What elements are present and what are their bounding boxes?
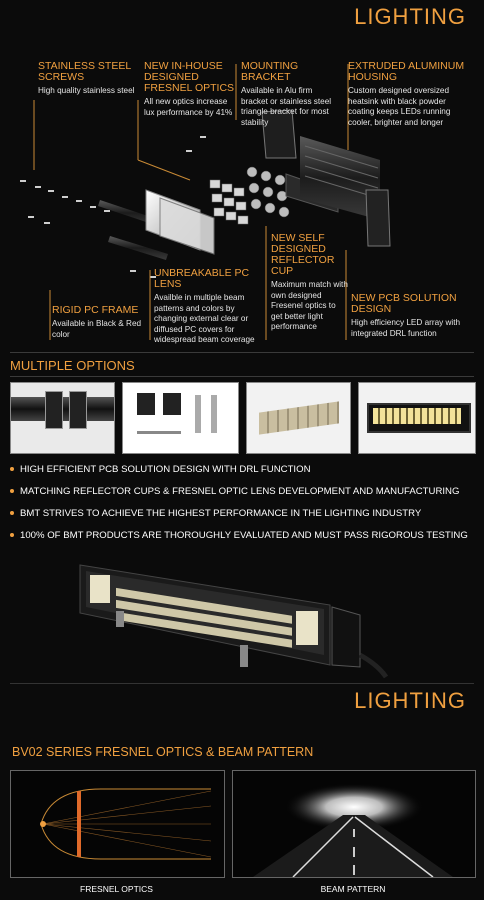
callout-lens <box>154 268 266 346</box>
section-title-lighting-bottom: LIGHTING <box>354 688 466 713</box>
callout-screws-title: STAINLESS STEEL SCREWS <box>38 60 131 83</box>
callout-pcb-title: NEW PCB SOLUTION DESIGN <box>351 292 457 315</box>
bullet-icon <box>10 533 14 537</box>
callout-pcb-desc: High efficiency LED array with integrated DRL function <box>351 318 461 338</box>
callout-frame-title: RIGID PC FRAME <box>52 304 139 316</box>
fresnel-optics-panel <box>10 770 225 878</box>
callout-reflector-title: NEW SELF DESIGNED REFLECTOR CUP <box>271 232 335 277</box>
callout-lens-desc: Availble in multiple beam patterns and colors by changing external clear or diffused PC covers for widespread beam coverage <box>154 293 255 344</box>
section-title-lighting: LIGHTING <box>354 4 466 29</box>
callout-bracket-title: MOUNTING BRACKET <box>241 60 299 83</box>
bullet-icon <box>10 467 14 471</box>
divider <box>10 683 474 684</box>
beam-pattern-diagram <box>233 771 475 877</box>
divider <box>10 376 474 377</box>
divider <box>10 352 474 353</box>
callout-housing <box>348 61 466 128</box>
fresnel-optics-label: FRESNEL OPTICS <box>80 884 153 894</box>
callout-optics-title: NEW IN-HOUSE DESIGNED FRESNEL OPTICS <box>144 60 235 94</box>
beam-pattern-panel <box>232 770 476 878</box>
callout-screws <box>38 61 138 97</box>
callout-frame-desc: Available in Black & Red color <box>52 319 142 339</box>
callout-frame <box>52 305 152 340</box>
callout-pcb <box>351 293 469 339</box>
callout-reflector-desc: Maximum match with own designed Fresenel optics to get better light performance <box>271 280 348 331</box>
callout-reflector <box>271 233 349 333</box>
option-thumb-light-bar <box>358 382 476 454</box>
feature-item: BMT STRIVES TO ACHIEVE THE HIGHEST PERFORMANCE IN THE LIGHTING INDUSTRY <box>10 508 421 519</box>
callout-bracket <box>241 61 341 128</box>
callout-housing-title: EXTRUDED ALUMINUM HOUSING <box>348 60 465 83</box>
callout-lens-title: UNBREAKABLE PC LENS <box>154 267 250 290</box>
bullet-icon <box>10 489 14 493</box>
option-thumb-bracket-bar <box>10 382 115 454</box>
beam-pattern-label: BEAM PATTERN <box>320 884 386 894</box>
feature-item: 100% OF BMT PRODUCTS ARE THOROUGHLY EVALUATED AND MUST PASS RIGOROUS TESTING <box>10 530 468 541</box>
feature-item: MATCHING REFLECTOR CUPS & FRESNEL OPTIC LENS DEVELOPMENT AND MANUFACTURING <box>10 486 459 497</box>
callout-housing-desc: Custom designed oversized heatsink with black powder coating keeps LEDs running cooler, brighter and longer <box>348 86 451 127</box>
options-title: MULTIPLE OPTIONS <box>10 358 135 373</box>
product-light-bar-image <box>60 545 390 680</box>
feature-item: HIGH EFFICIENT PCB SOLUTION DESIGN WITH DRL FUNCTION <box>10 464 311 475</box>
fresnel-optics-part <box>210 180 248 224</box>
fresnel-optics-diagram <box>11 771 224 877</box>
series-title: BV02 SERIES FRESNEL OPTICS & BEAM PATTERN <box>12 745 314 759</box>
option-thumb-optics <box>246 382 351 454</box>
reflector-cups-part <box>247 167 289 217</box>
callout-screws-desc: High quality stainless steel <box>38 86 135 95</box>
callout-bracket-desc: Available in Alu firm bracket or stainless steel triangle bracket for most stability <box>241 86 332 127</box>
bullet-icon <box>10 511 14 515</box>
callout-optics <box>144 61 236 118</box>
callout-optics-desc: All new optics increase lux performance by 41% <box>144 97 233 117</box>
option-thumb-hardware <box>122 382 239 454</box>
